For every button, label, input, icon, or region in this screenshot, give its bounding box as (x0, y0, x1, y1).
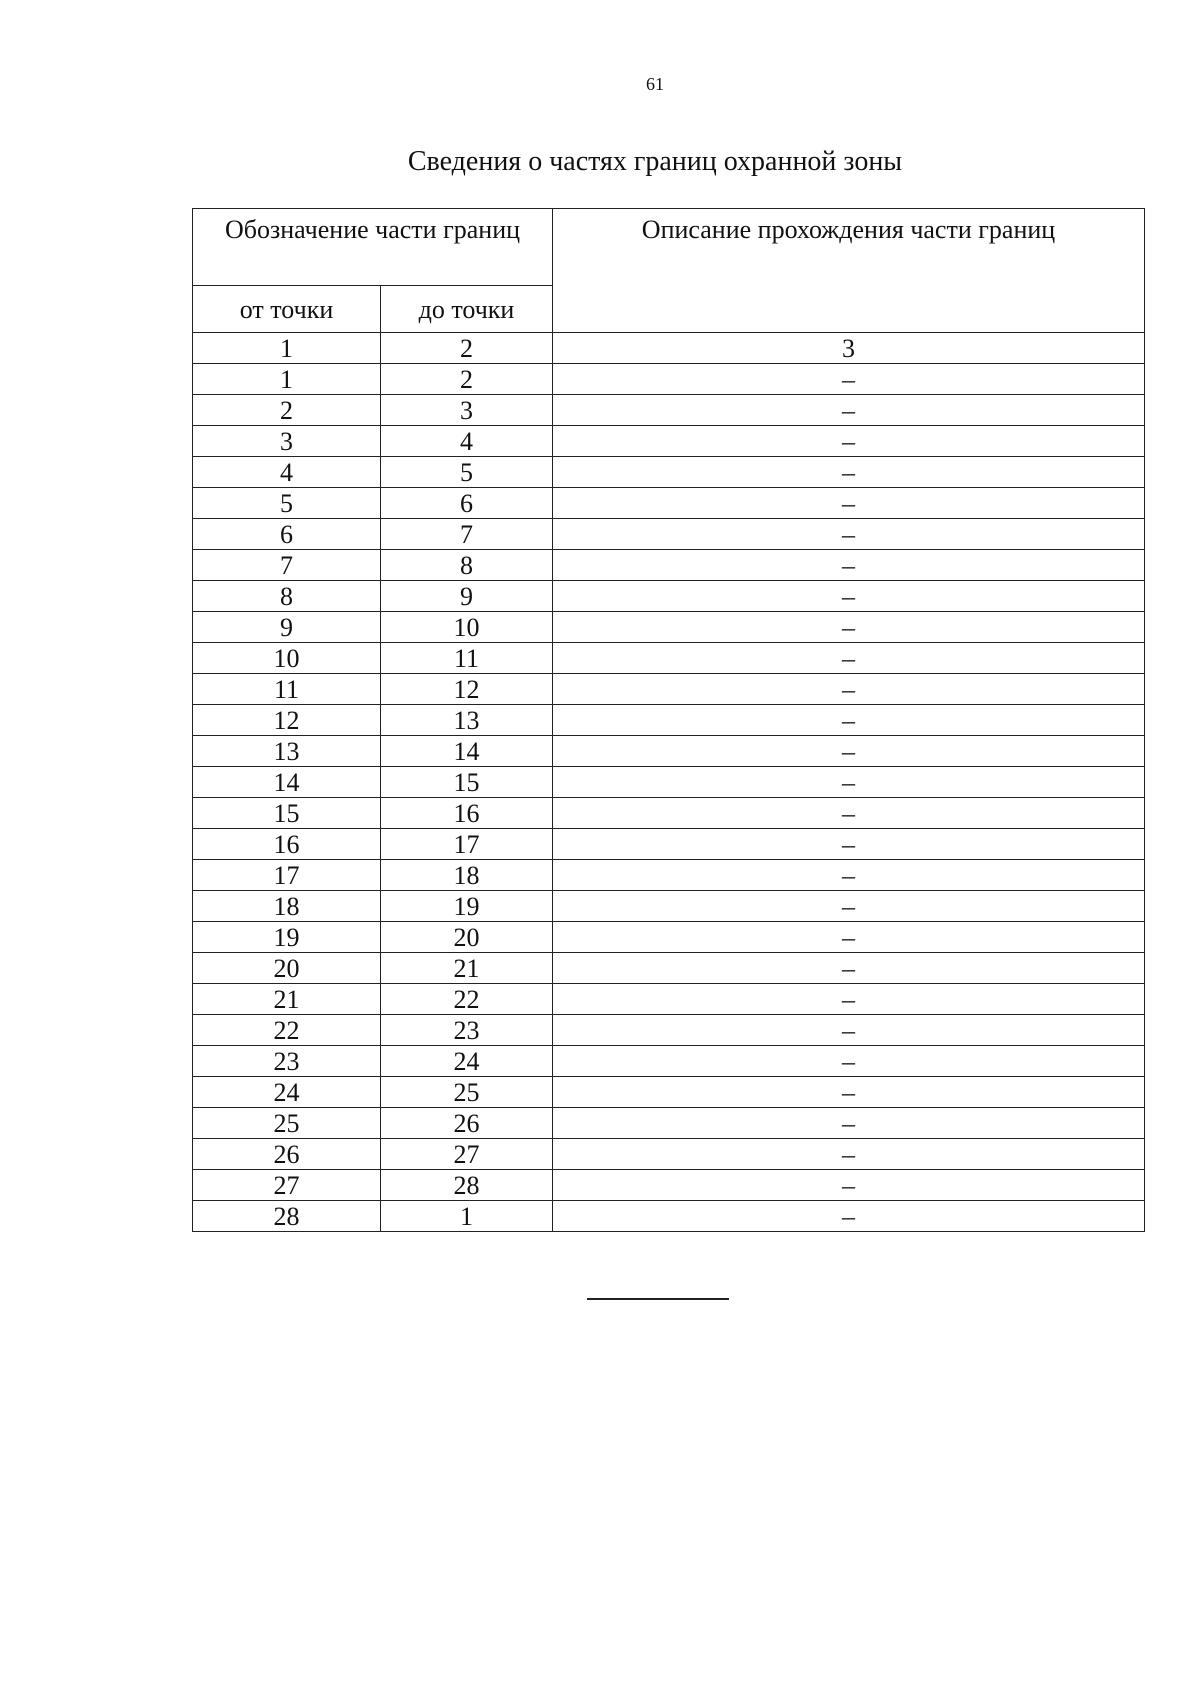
cell-from-point: 6 (193, 519, 381, 550)
table-row (193, 550, 1145, 581)
cell-from-point: 5 (193, 488, 381, 519)
cell-to-point: 20 (381, 922, 553, 953)
cell-description: – (553, 1015, 1145, 1046)
cell-description: – (553, 643, 1145, 674)
cell-to-point: 12 (381, 674, 553, 705)
column-number-row (193, 333, 1145, 364)
cell-description: – (553, 891, 1145, 922)
cell-from-point: 21 (193, 984, 381, 1015)
header-boundary-description: Описание прохождения части границ (553, 209, 1145, 333)
cell-description: – (553, 581, 1145, 612)
cell-description: – (553, 550, 1145, 581)
cell-description: – (553, 953, 1145, 984)
cell-to-point: 25 (381, 1077, 553, 1108)
cell-from-point: 22 (193, 1015, 381, 1046)
cell-to-point: 18 (381, 860, 553, 891)
cell-description: – (553, 1108, 1145, 1139)
cell-description: – (553, 426, 1145, 457)
cell-from-point: 11 (193, 674, 381, 705)
cell-to-point: 5 (381, 457, 553, 488)
document-title: Сведения о частях границ охранной зоны (407, 146, 903, 177)
cell-description: – (553, 488, 1145, 519)
cell-to-point: 14 (381, 736, 553, 767)
cell-from-point: 4 (193, 457, 381, 488)
cell-from-point: 1 (193, 364, 381, 395)
table-row (193, 364, 1145, 395)
table-row (193, 1139, 1145, 1170)
cell-from-point: 23 (193, 1046, 381, 1077)
cell-from-point: 24 (193, 1077, 381, 1108)
table-row (193, 612, 1145, 643)
cell-to-point: 11 (381, 643, 553, 674)
cell-description: – (553, 1139, 1145, 1170)
cell-from-point: 19 (193, 922, 381, 953)
cell-to-point: 3 (381, 395, 553, 426)
table-row (193, 1108, 1145, 1139)
table-row (193, 1015, 1145, 1046)
cell-from-point: 28 (193, 1201, 381, 1232)
cell-from-point: 20 (193, 953, 381, 984)
boundary-parts-table (192, 208, 1145, 1232)
cell-to-point: 6 (381, 488, 553, 519)
cell-to-point: 8 (381, 550, 553, 581)
cell-from-point: 3 (193, 426, 381, 457)
cell-from-point: 15 (193, 798, 381, 829)
cell-from-point: 27 (193, 1170, 381, 1201)
table-row (193, 736, 1145, 767)
cell-to-point: 27 (381, 1139, 553, 1170)
cell-from-point: 16 (193, 829, 381, 860)
table-row (193, 581, 1145, 612)
table-row (193, 1201, 1145, 1232)
cell-to-point: 28 (381, 1170, 553, 1201)
cell-from-point: 12 (193, 705, 381, 736)
cell-description: – (553, 829, 1145, 860)
table-row (193, 457, 1145, 488)
table-row (193, 519, 1145, 550)
cell-description: – (553, 736, 1145, 767)
table-row (193, 891, 1145, 922)
cell-to-point: 21 (381, 953, 553, 984)
page-number: 61 (646, 74, 664, 94)
cell-from-point: 2 (193, 395, 381, 426)
cell-to-point: 13 (381, 705, 553, 736)
cell-description: – (553, 457, 1145, 488)
cell-to-point: 10 (381, 612, 553, 643)
cell-description: – (553, 705, 1145, 736)
table-body (193, 333, 1145, 1232)
table-row (193, 829, 1145, 860)
header-to-point: до точки (381, 286, 553, 333)
cell-description: – (553, 1077, 1145, 1108)
cell-to-point: 26 (381, 1108, 553, 1139)
cell-description: – (553, 612, 1145, 643)
cell-description: – (553, 395, 1145, 426)
cell-description: – (553, 364, 1145, 395)
table-row (193, 395, 1145, 426)
table-row (193, 1077, 1145, 1108)
cell-to-point: 1 (381, 1201, 553, 1232)
column-number: 3 (553, 333, 1145, 364)
cell-to-point: 15 (381, 767, 553, 798)
table-row (193, 488, 1145, 519)
table-row (193, 860, 1145, 891)
cell-to-point: 24 (381, 1046, 553, 1077)
cell-to-point: 22 (381, 984, 553, 1015)
cell-from-point: 10 (193, 643, 381, 674)
table-row (193, 643, 1145, 674)
header-from-point: от точки (193, 286, 381, 333)
table-row (193, 922, 1145, 953)
table-row (193, 984, 1145, 1015)
cell-description: – (553, 519, 1145, 550)
cell-to-point: 7 (381, 519, 553, 550)
column-number: 2 (381, 333, 553, 364)
table-row (193, 798, 1145, 829)
cell-from-point: 18 (193, 891, 381, 922)
cell-to-point: 9 (381, 581, 553, 612)
cell-from-point: 26 (193, 1139, 381, 1170)
cell-from-point: 13 (193, 736, 381, 767)
cell-description: – (553, 984, 1145, 1015)
cell-from-point: 17 (193, 860, 381, 891)
cell-description: – (553, 798, 1145, 829)
cell-from-point: 14 (193, 767, 381, 798)
cell-to-point: 2 (381, 364, 553, 395)
cell-description: – (553, 922, 1145, 953)
table-row (193, 674, 1145, 705)
cell-description: – (553, 767, 1145, 798)
table-row (193, 705, 1145, 736)
footer-divider (587, 1298, 729, 1300)
cell-from-point: 9 (193, 612, 381, 643)
cell-to-point: 16 (381, 798, 553, 829)
cell-to-point: 23 (381, 1015, 553, 1046)
cell-from-point: 25 (193, 1108, 381, 1139)
cell-from-point: 8 (193, 581, 381, 612)
cell-description: – (553, 674, 1145, 705)
table-row (193, 953, 1145, 984)
cell-description: – (553, 860, 1145, 891)
cell-to-point: 19 (381, 891, 553, 922)
column-number: 1 (193, 333, 381, 364)
cell-from-point: 7 (193, 550, 381, 581)
cell-description: – (553, 1046, 1145, 1077)
table-header-row (193, 209, 1145, 286)
cell-to-point: 4 (381, 426, 553, 457)
cell-to-point: 17 (381, 829, 553, 860)
table-row (193, 1046, 1145, 1077)
table-row (193, 426, 1145, 457)
cell-description: – (553, 1201, 1145, 1232)
table-row (193, 1170, 1145, 1201)
cell-description: – (553, 1170, 1145, 1201)
header-boundary-designation: Обозначение части границ (193, 209, 553, 286)
table-row (193, 767, 1145, 798)
